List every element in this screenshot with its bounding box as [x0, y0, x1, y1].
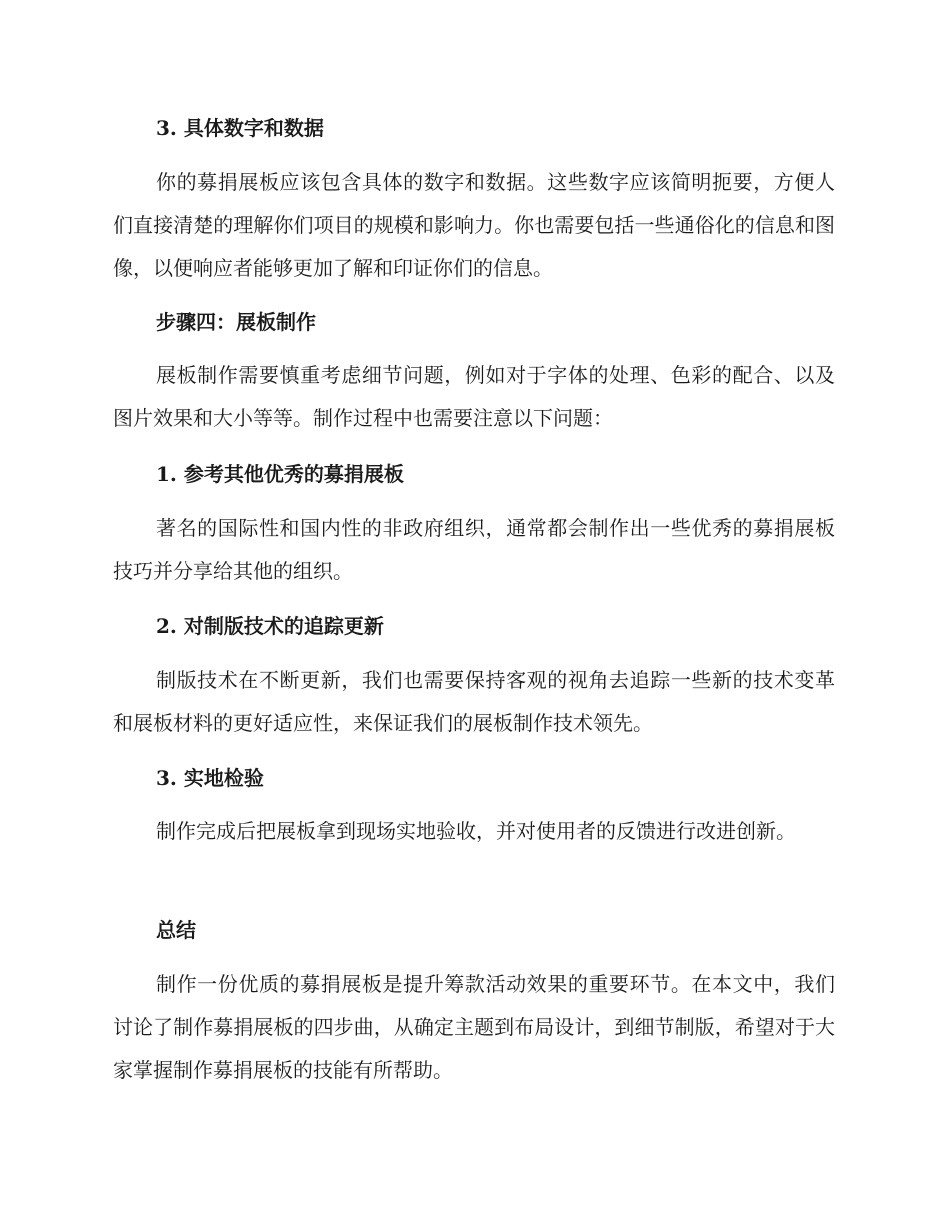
section-heading-tech-updates: 2. 对制版技术的追踪更新	[156, 614, 384, 638]
section-heading-summary: 总结	[156, 918, 196, 942]
section-heading-step-four: 步骤四：展板制作	[156, 310, 316, 334]
section-paragraph-field-test: 制作完成后把展板拿到现场实地验收，并对使用者的反馈进行改进创新。	[156, 819, 796, 843]
section-paragraph-summary: 制作一份优质的募捐展板是提升筹款活动效果的重要环节。在本文中，我们讨论了制作募捐展板的四步曲，从确定主题到布局设计，到细节制版，希望对于大家掌握制作募捐展板的技能有所帮助。	[113, 972, 835, 1082]
section-heading-field-test: 3. 实地检验	[156, 766, 264, 790]
section-paragraph-tech-updates: 制版技术在不断更新，我们也需要保持客观的视角去追踪一些新的技术变革和展板材料的更好适应性，来保证我们的展板制作技术领先。	[113, 668, 835, 735]
section-paragraph-specific-numbers: 你的募捐展板应该包含具体的数字和数据。这些数字应该简明扼要，方便人们直接清楚的理解你们项目的规模和影响力。你也需要包括一些通俗化的信息和图像，以便响应者能够更加了解和印证你们的信息。	[113, 170, 835, 280]
section-heading-specific-numbers: 3. 具体数字和数据	[156, 116, 324, 140]
section-paragraph-reference-others: 著名的国际性和国内性的非政府组织，通常都会制作出一些优秀的募捐展板技巧并分享给其他的组织。	[113, 516, 835, 583]
section-heading-reference-others: 1. 参考其他优秀的募捐展板	[156, 462, 404, 486]
section-paragraph-step-four: 展板制作需要慎重考虑细节问题，例如对于字体的处理、色彩的配合、以及图片效果和大小等等。制作过程中也需要注意以下问题：	[113, 363, 835, 430]
